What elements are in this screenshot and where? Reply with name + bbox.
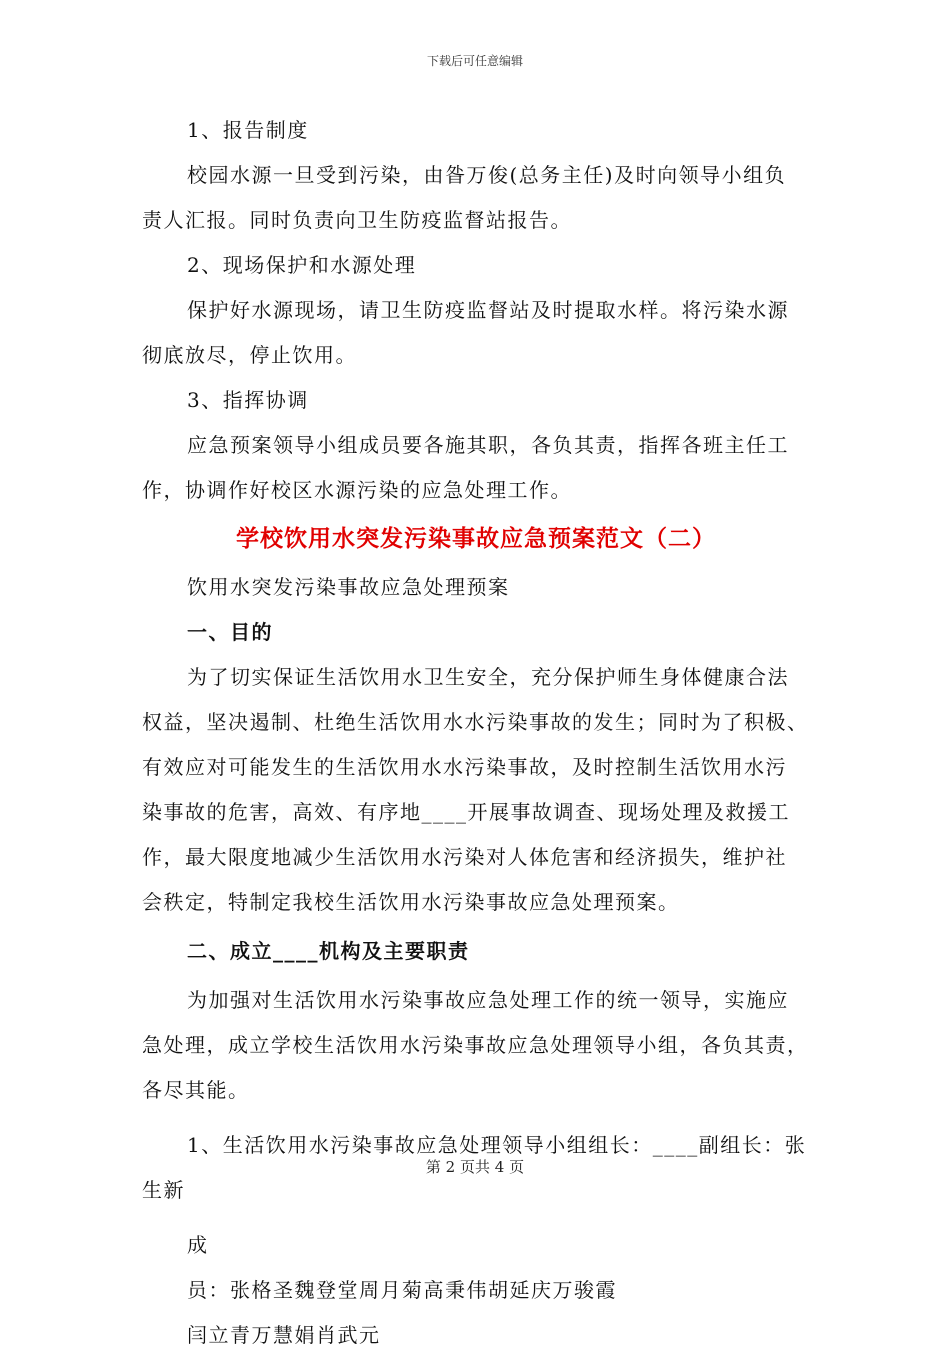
paragraph-line: 为加强对生活饮用水污染事故应急处理工作的统一领导，实施应	[187, 988, 789, 1012]
paragraph-line: 急处理，成立学校生活饮用水污染事故应急处理领导小组，各负其责，	[142, 1033, 809, 1057]
heading-organization: 二、成立____机构及主要职责	[187, 939, 470, 963]
document-title: 学校饮用水突发污染事故应急预案范文（二）	[236, 525, 716, 552]
paragraph-line: 会秩定，特制定我校生活饮用水污染事故应急处理预案。	[142, 890, 680, 914]
paragraph-line: 保护好水源现场，请卫生防疫监督站及时提取水样。将污染水源	[187, 298, 789, 322]
paragraph-line: 彻底放尽，停止饮用。	[142, 343, 357, 367]
section-1-title: 1、报告制度	[187, 118, 309, 142]
page-header: 下载后可任意编辑	[426, 54, 523, 68]
document-subtitle: 饮用水突发污染事故应急处理预案	[187, 575, 510, 599]
paragraph-line: 染事故的危害，高效、有序地____开展事故调查、现场处理及救援工	[142, 800, 790, 824]
paragraph-line: 各尽其能。	[142, 1078, 250, 1102]
paragraph-line: 作，协调作好校区水源污染的应急处理工作。	[142, 478, 572, 502]
page-footer: 第 2 页共 4 页	[425, 1158, 525, 1176]
paragraph-line: 成	[187, 1233, 209, 1257]
paragraph-line: 责人汇报。同时负责向卫生防疫监督站报告。	[142, 208, 572, 232]
paragraph-line: 有效应对可能发生的生活饮用水水污染事故，及时控制生活饮用水污	[142, 755, 787, 779]
paragraph-line: 员：张格圣魏登堂周月菊高秉伟胡延庆万骏霞	[187, 1278, 617, 1302]
paragraph-line: 权益，坚决遏制、杜绝生活饮用水水污染事故的发生；同时为了积极、	[142, 710, 809, 734]
paragraph-line: 应急预案领导小组成员要各施其职，各负其责，指挥各班主任工	[187, 433, 789, 457]
paragraph-line: 校园水源一旦受到污染，由昝万俊(总务主任)及时向领导小组负	[187, 163, 787, 187]
section-2-title: 2、现场保护和水源处理	[187, 253, 417, 277]
paragraph-line: 作，最大限度地减少生活饮用水污染对人体危害和经济损失，维护社	[142, 845, 787, 869]
paragraph-line: 生新	[142, 1178, 185, 1202]
paragraph-line: 1、生活饮用水污染事故应急处理领导小组组长：____副组长：张	[187, 1133, 807, 1157]
paragraph-line: 闫立青万慧娟肖武元	[187, 1323, 381, 1347]
heading-purpose: 一、目的	[187, 620, 273, 644]
section-3-title: 3、指挥协调	[187, 388, 309, 412]
paragraph-line: 为了切实保证生活饮用水卫生安全，充分保护师生身体健康合法	[187, 665, 789, 689]
